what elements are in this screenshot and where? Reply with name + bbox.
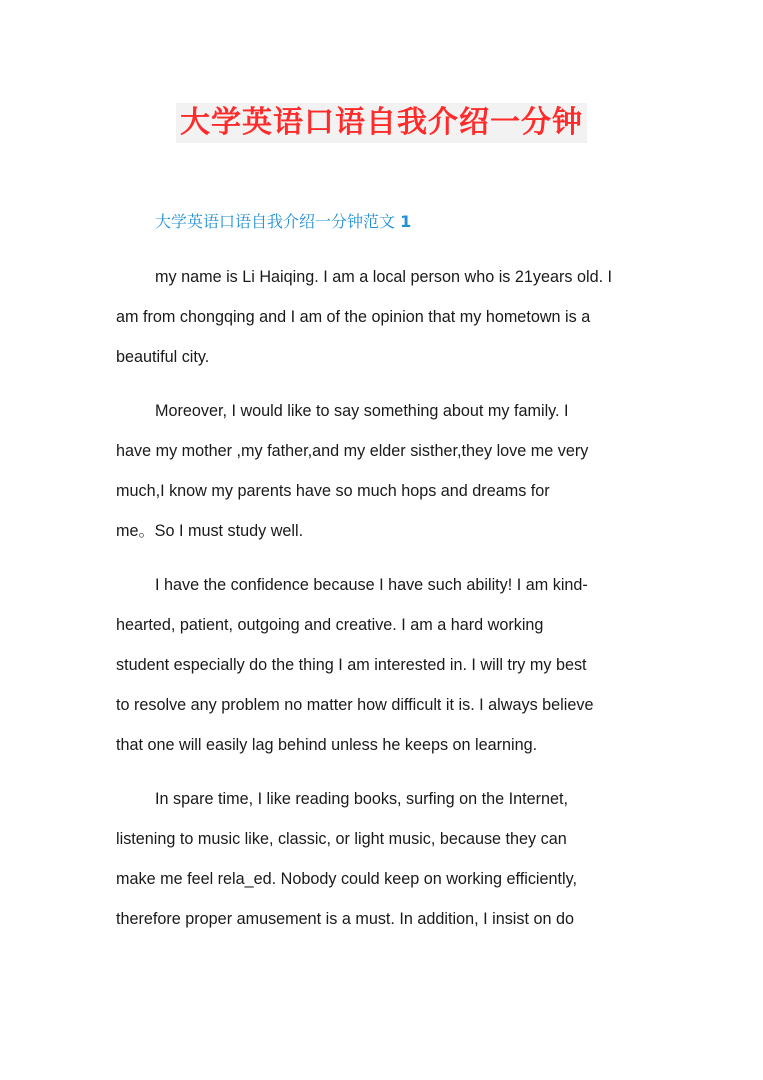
paragraph-3-line-1: I have the confidence because I have such ability! I am kind-: [155, 576, 588, 594]
section-heading: [155, 210, 411, 234]
paragraph-4-line-3: make me feel rela_ed. Nobody could keep on working efficiently,: [116, 870, 578, 888]
paragraph-2-line-2: have my mother ,my father,and my elder sisther,they love me very: [116, 442, 589, 460]
title-container: [0, 103, 763, 143]
paragraph-2-line-1: Moreover, I would like to say something about my family. I: [155, 402, 569, 420]
paragraph-4-line-4: therefore proper amusement is a must. In addition, I insist on do: [116, 910, 574, 928]
paragraph-4-line-2: listening to music like, classic, or light music, because they can: [116, 830, 567, 848]
document-title: 大学英语口语自我介绍一分钟: [176, 103, 587, 143]
paragraph-1-line-1: my name is Li Haiqing. I am a local person who is 21years old. I: [155, 268, 613, 286]
paragraph-4-line-1: In spare time, I like reading books, surfing on the Internet,: [155, 790, 569, 808]
paragraph-2-line-3: much,I know my parents have so much hops and dreams for: [116, 482, 550, 500]
paragraph-1-line-3: beautiful city.: [116, 348, 210, 366]
paragraph-3-line-3: student especially do the thing I am interested in. I will try my best: [116, 656, 587, 674]
paragraph-3-line-5: that one will easily lag behind unless he keeps on learning.: [116, 736, 538, 754]
paragraph-2-line-4: me。So I must study well.: [116, 522, 304, 540]
paragraph-3-line-2: hearted, patient, outgoing and creative. I am a hard working: [116, 616, 544, 634]
paragraph-3-line-4: to resolve any problem no matter how difficult it is. I always believe: [116, 696, 594, 714]
paragraph-1-line-2: am from chongqing and I am of the opinion that my hometown is a: [116, 308, 591, 326]
section-heading-number: 1: [400, 212, 412, 231]
section-heading-text: 大学英语口语自我介绍一分钟范文: [155, 212, 396, 231]
